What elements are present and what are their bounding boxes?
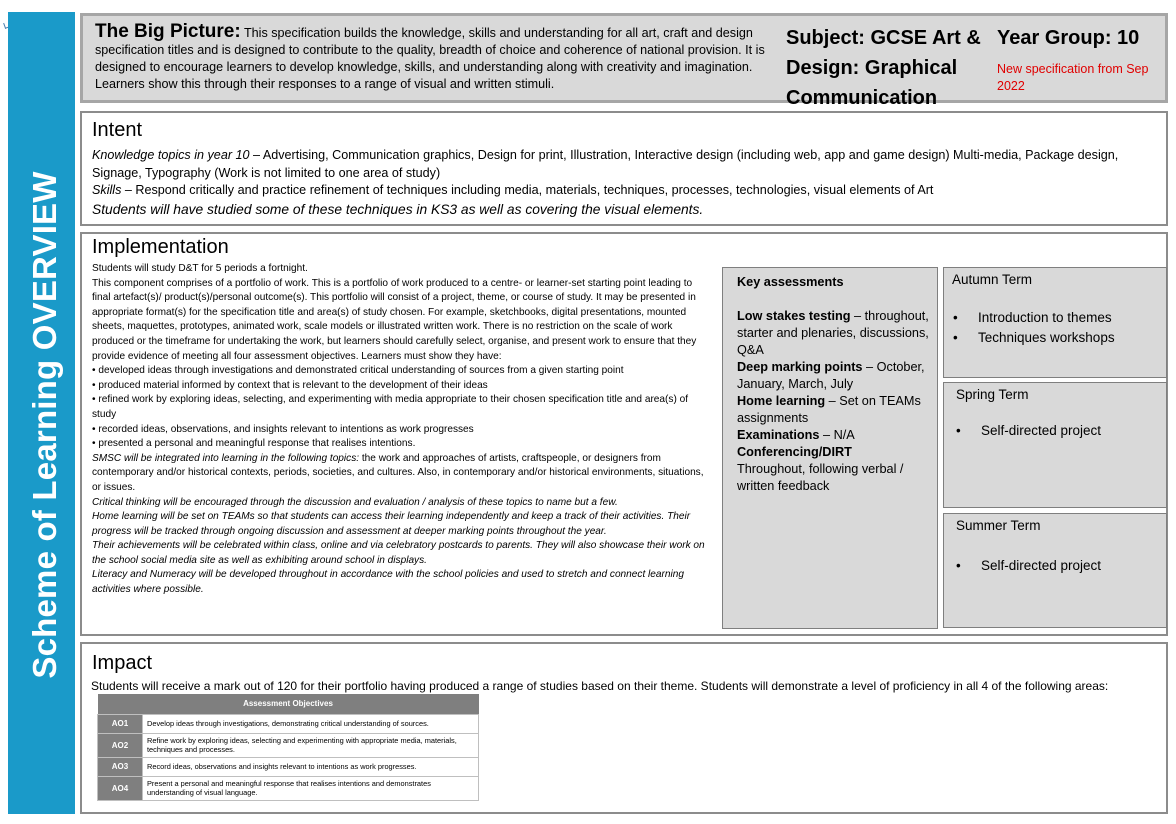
ao-code: AO2 — [98, 733, 143, 757]
list-item: • Introduction to themes — [953, 308, 1115, 328]
smsc-body: the work and approaches of artists, craftspeople, or designers from contemporary and/or historical contexts, periods, societies, and cultures. Also, in contemporary and/or historical environments, situations, or issues. — [92, 452, 704, 493]
periods-text: Students will study D&T for 5 periods a fortnight. — [92, 263, 308, 274]
knowledge-topics — [92, 147, 1164, 182]
knowledge-text: – Advertising, Communication graphics, Design for print, Illustration, Interactive design (including web, app and game design) Multi-media, Package design, Signage, Typography (Work is not limited to one area of study) — [92, 148, 1119, 180]
assessment-objectives-table — [97, 694, 479, 801]
spring-term-list — [956, 421, 1101, 441]
big-picture-section — [80, 13, 1168, 109]
conferencing-text: Throughout, following verbal / written feedback — [737, 462, 904, 493]
list-item: • Self-directed project — [956, 556, 1101, 576]
examinations — [737, 427, 929, 444]
summer-term-box — [943, 513, 1167, 628]
low-stakes-testing — [737, 308, 929, 359]
impact-text: Students will receive a mark out of 120 for their portfolio having produced a range of studies based on their theme. Students will demonstrate a level of proficiency in all 4 of the following areas: — [91, 679, 1109, 693]
skills-label: Skills — [92, 183, 122, 197]
smsc-label: SMSC will be integrated into learning in the following topics: — [92, 452, 360, 464]
skills — [92, 182, 1164, 200]
intent-title: Intent — [92, 119, 143, 141]
skills-text: – Respond critically and practice refinement of techniques including media, materials, techniques, processes, technologies, visual elements of Art — [121, 183, 934, 197]
examinations-label: Examinations — [737, 428, 820, 442]
conferencing-label: Conferencing/DIRT — [737, 445, 852, 459]
new-spec-note: New specification from Sep 2022 — [997, 62, 1149, 93]
impact-section — [80, 642, 1168, 814]
spring-term-box — [943, 382, 1167, 508]
home-learning — [737, 393, 929, 427]
bullet-item: • developed ideas through investigations and demonstrated critical understanding of sources from a given starting point — [92, 365, 624, 377]
summer-term-list — [956, 556, 1101, 576]
table-row — [98, 757, 479, 776]
big-picture-body: This specification builds the knowledge, skills and understanding for all art, craft and design specification titles and is designed to contribute to the quality, breadth of choice and coherence of national provision. It is designed to encourage learners to develop knowledge, skills, and understanding along with creativity and imagination. Learners show this through their responses to a range of visual and written stimuli. — [95, 26, 765, 91]
key-assessments-title: Key assessments — [737, 275, 844, 289]
deep-marking-text: – October, January, March, July — [737, 360, 925, 391]
low-stakes-label: Low stakes testing — [737, 309, 851, 323]
list-item: • Self-directed project — [956, 421, 1101, 441]
deep-marking-points — [737, 359, 929, 393]
ao-code: AO4 — [98, 776, 143, 800]
home-learning-assess-text: – Set on TEAMs assignments — [737, 394, 921, 425]
implementation-title: Implementation — [92, 236, 229, 258]
home-learning-label: Home learning — [737, 394, 826, 408]
bullet-item: • produced material informed by context that is relevant to the development of their ideas — [92, 379, 488, 391]
ao-description: Develop ideas through investigations, demonstrating critical understanding of sources. — [143, 714, 479, 733]
list-item: • Techniques workshops — [953, 328, 1115, 348]
big-picture-heading: The Big Picture: — [95, 21, 241, 42]
table-row — [98, 776, 479, 800]
implementation-section — [80, 232, 1168, 636]
sidebar-title: Scheme of Learning OVERVIEW — [26, 171, 63, 679]
year-group: Year Group: 10 — [997, 27, 1140, 49]
intent-body — [92, 147, 1164, 218]
knowledge-label: Knowledge topics in year 10 — [92, 148, 250, 162]
autumn-term-box — [943, 267, 1167, 378]
big-picture-text — [95, 23, 779, 93]
intent-section — [80, 111, 1168, 226]
literacy-text: Literacy and Numeracy will be developed throughout in accordance with the school policies and used to stretch and connect learning activities where possible. — [92, 569, 684, 596]
sidebar — [8, 12, 75, 814]
critical-thinking-text: Critical thinking will be encouraged through the discussion and evaluation / analysis of these topics to name but a few. — [92, 496, 618, 508]
impact-title: Impact — [92, 652, 153, 674]
bullet-item: • recorded ideas, observations, and insights relevant to intentions as work progresses — [92, 423, 474, 435]
conferencing-dirt — [737, 444, 929, 461]
ks3-note: Students will have studied some of these techniques in KS3 as well as covering the visual elements. — [92, 201, 704, 217]
spring-term-title: Spring Term — [956, 387, 1029, 402]
ao-description: Present a personal and meaningful response that realises intentions and demonstrates understanding of visual language. — [143, 776, 479, 800]
table-row — [98, 733, 479, 757]
table-header: Assessment Objectives — [98, 694, 479, 714]
table-row — [98, 714, 479, 733]
examinations-text: – N/A — [819, 428, 855, 442]
bullet-item: • presented a personal and meaningful response that realises intentions. — [92, 438, 416, 450]
component-text: This component comprises of a portfolio of work. This is a portfolio of work produced to a centre- or learner-set starting point leading to final artefact(s)/ product(s)/personal outcome(s). This portfolio will consist of a project, theme, or course of study. It may be presented in appropriate format(s) for the specification title and area(s) of study chosen. For example, sketchbooks, digital presentations, mounted sheets, maquettes, prototypes, animated work, scale models or illustrated written work. There is no restriction on the scale of work produced or the timeframe for undertaking the work, but learners should carefully select, organise, and present work to ensure that they provide evidence of meeting all four assessment objectives. Learners must show they have: — [92, 277, 697, 362]
low-stakes-text: – throughout, starter and plenaries, discussions, Q&A — [737, 309, 929, 357]
autumn-term-title: Autumn Term — [952, 272, 1033, 287]
deep-marking-label: Deep marking points — [737, 360, 863, 374]
bullet-item: • refined work by exploring ideas, selecting, and experimenting with media appropriate to their chosen specification title and area(s) of study — [92, 394, 689, 420]
ao-description: Record ideas, observations and insights relevant to intentions as work progresses. — [143, 757, 479, 776]
autumn-term-list — [953, 308, 1115, 348]
implementation-text — [92, 262, 706, 598]
subject-title: Subject: GCSE Art & Design: Graphical Communication — [786, 27, 981, 109]
home-learning-text: Home learning will be set on TEAMs so that students can access their learning independently and keep a track of their activities. Their progress will be tracked through ongoing discussion and assessment at deeper marking points throughout the year. — [92, 511, 691, 537]
smsc-text — [92, 452, 706, 496]
ao-code: AO3 — [98, 757, 143, 776]
ao-code: AO1 — [98, 714, 143, 733]
ao-description: Refine work by exploring ideas, selecting and experimenting with appropriate media, materials, techniques and processes. — [143, 733, 479, 757]
key-assessments-box — [722, 267, 938, 629]
achievements-text: Their achievements will be celebrated within class, online and via celebratory postcards to parents. They will also showcase their work on the school social media site as well as exhibiting around school in displays. — [92, 540, 705, 566]
summer-term-title: Summer Term — [956, 518, 1041, 533]
